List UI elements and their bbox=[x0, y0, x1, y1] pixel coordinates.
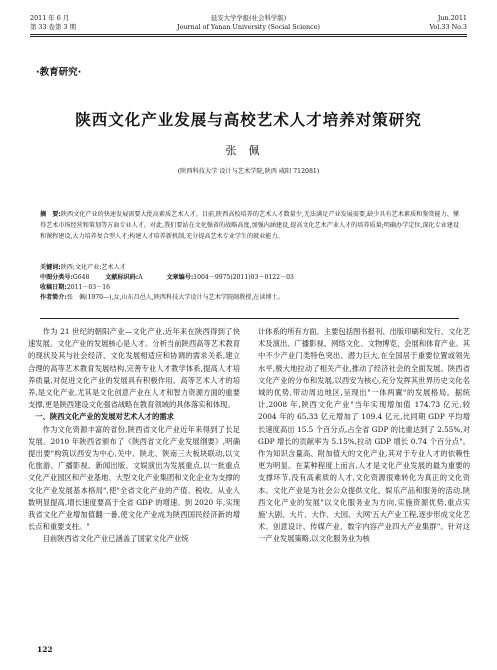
author-bio bbox=[40, 293, 459, 303]
body-column-right bbox=[258, 326, 470, 546]
page-number: 122 bbox=[37, 645, 53, 654]
abstract-label: 摘 要: bbox=[40, 211, 61, 218]
journal-title-cn: 延安大学学报(社会科学版) bbox=[210, 14, 287, 22]
article-title: 陕西文化产业发展与高校艺术人才培养对策研究 bbox=[75, 111, 422, 129]
class-code: G648 bbox=[72, 274, 90, 281]
issue-volume-en: Vol.33 No.3 bbox=[429, 23, 467, 31]
article-no-label: 文章编号: bbox=[166, 274, 194, 281]
author-bio-text: 张 佩(1970—),女,山东昌邑人,陕西科技大学设计与艺术学院副教授,在读博士。 bbox=[66, 294, 284, 301]
issue-date-en: Jun.2011 bbox=[437, 14, 467, 22]
body-column-left bbox=[28, 326, 240, 546]
author-name: 张佩 bbox=[225, 144, 272, 157]
paragraph: 计体系的所有方面。主要包括图书报刊、出版印刷和发行、文化艺术及演出、广播影视、网络文化、文物博览、会展和体育产业。其中不少产业门类特色突出、潜力巨大,在全国居于重要位置或领先水平,极大地拉动了相关产业,推动了经济社会的全面发展。陕西省文化产业的分布和发展,以西安为核心,充分发挥其世界历史文化名城的优势,带动周边地区,呈现出"一体两翼"的发展格局。据统计,2008 年,陕西文化产业"当年实现增加值 174.73 亿元,较 2004 年的 65.33 亿元增加了 109.4 亿元,比同期 GDP 平均增长速度高出 15.5 个百分点,占全省 GDP 的比重达到了 2.55%,对 GDP 增长的贡献率为 5.15%,拉动 GDP 增长 0.74 个百分点"。作为知识含量高、附加值大的文化产业,其对于专业人才的依赖性更为明显。在某种程度上而言,人才是文化产业发展的最为重要的支撑环节,没有高素质的人才,文化资源很难转化为真正的文化资本。文化产业是为社会公众提供文化、娱乐产品和服务的活动,陕西文化产业的发展"以文化服务业为方向,实施资源优势,重点实施'大剧、大片、大作、大园、大网'五大产业工程,逐步形成文化艺术、创意设计、传媒产业、数字内容产业四大产业集群"。针对这一产业发展策略,以文化服务业为核 bbox=[258, 327, 470, 544]
abstract-text: 陕西文化产业的快速发展需要大批高素质艺术人才。目前,陕西高校培养的艺术人才数量少,无法满足产业发展需要,缺少具有艺术素质和鉴赏能力、懂得艺术市场经营和策划等方面专业人才。对此,我们要站在文化强省的战略高度,加强内涵建设,提高文化艺术产业人才的培养质量;明确办学定位,深化专业建设和课程建设,大力培养复合型人才;构建人才培养新机制,充分提高艺术专业学生的就业能力。 bbox=[40, 211, 460, 240]
header-rule-bottom bbox=[30, 36, 467, 37]
abstract-divider bbox=[40, 318, 459, 319]
doc-code: A bbox=[138, 274, 143, 281]
classification-line bbox=[40, 273, 459, 283]
section-label: ·教育研究· bbox=[36, 67, 82, 78]
header-rule-top bbox=[30, 34, 467, 35]
received-text: 2011－03－16 bbox=[66, 284, 111, 291]
article-no: 1004－9975(2011)03－0122－03 bbox=[193, 274, 294, 281]
journal-info bbox=[30, 14, 467, 32]
author-affiliation: (陕西科技大学 设计与艺术学院,陕西 咸阳 712081) bbox=[177, 168, 320, 175]
received-date bbox=[40, 283, 459, 293]
class-label: 中图分类号: bbox=[40, 274, 73, 281]
paragraph: 作为 21 世纪的朝阳产业—文化产业,近年来在陕西得到了快速发展。文化产业的发展核心是人才。分析当前陕西高等艺术教育的现状及其与社会经济、文化发展相适应和协调的需求关系,建立合理的高等艺术教育发展结构,完善专业人才教学体系,提高人才培养质量,对促进文化产业的发展具有积极作用。高等艺术人才的培养,是文化产业,尤其是文化创意产业在人才和智力资源方面的重要支撑,更是陕西建设文化强省战略在教育领域的具体落实和体现。 bbox=[28, 327, 240, 410]
issue-volume: 第 33 卷第 3 期 bbox=[30, 23, 76, 31]
author-bio-label: 作者简介: bbox=[40, 294, 67, 301]
paragraph: 作为文化资源丰富的省份,陕西省文化产业近年来得到了长足发展。2010 年陕西省颁布了《陕西省文化产业发展纲要》,明确提出要"构筑以西安为中心,关中、陕北、陕南三大板块联动,以文化旅游、广播影视、新闻出版、文娱演出为发展重点,以一批重点文化产业园区和产业基地、大型文化产业集团和文化企业为支撑的文化产业发展基本格局",使"全省文化产业的产值、税收、从业人数明显提高,增长速度要高于全省 GDP 的增速。到 2020 年,实现我省文化产业增加值翻一番,使文化产业成为陕西国民经济新的增长点和重要支柱。" bbox=[28, 424, 240, 532]
paragraph: 目前陕西省文化产业已涵盖了国家文化产业统 bbox=[42, 534, 189, 544]
doc-code-label: 文献标识码: bbox=[105, 274, 139, 281]
keywords bbox=[40, 263, 459, 273]
issue-date: 2011 年 6 月 bbox=[30, 14, 70, 22]
keywords-text: 陕西;文化产业;艺术人才 bbox=[60, 264, 126, 271]
keywords-label: 关键词: bbox=[40, 264, 61, 271]
abstract bbox=[40, 209, 459, 242]
section-heading: 一、陕西文化产业的发展对艺术人才的需求 bbox=[35, 412, 174, 422]
issue-info-en bbox=[429, 14, 467, 32]
journal-title-en: Journal of Yanan University (Social Science) bbox=[177, 23, 320, 31]
received-label: 收稿日期: bbox=[40, 284, 67, 291]
